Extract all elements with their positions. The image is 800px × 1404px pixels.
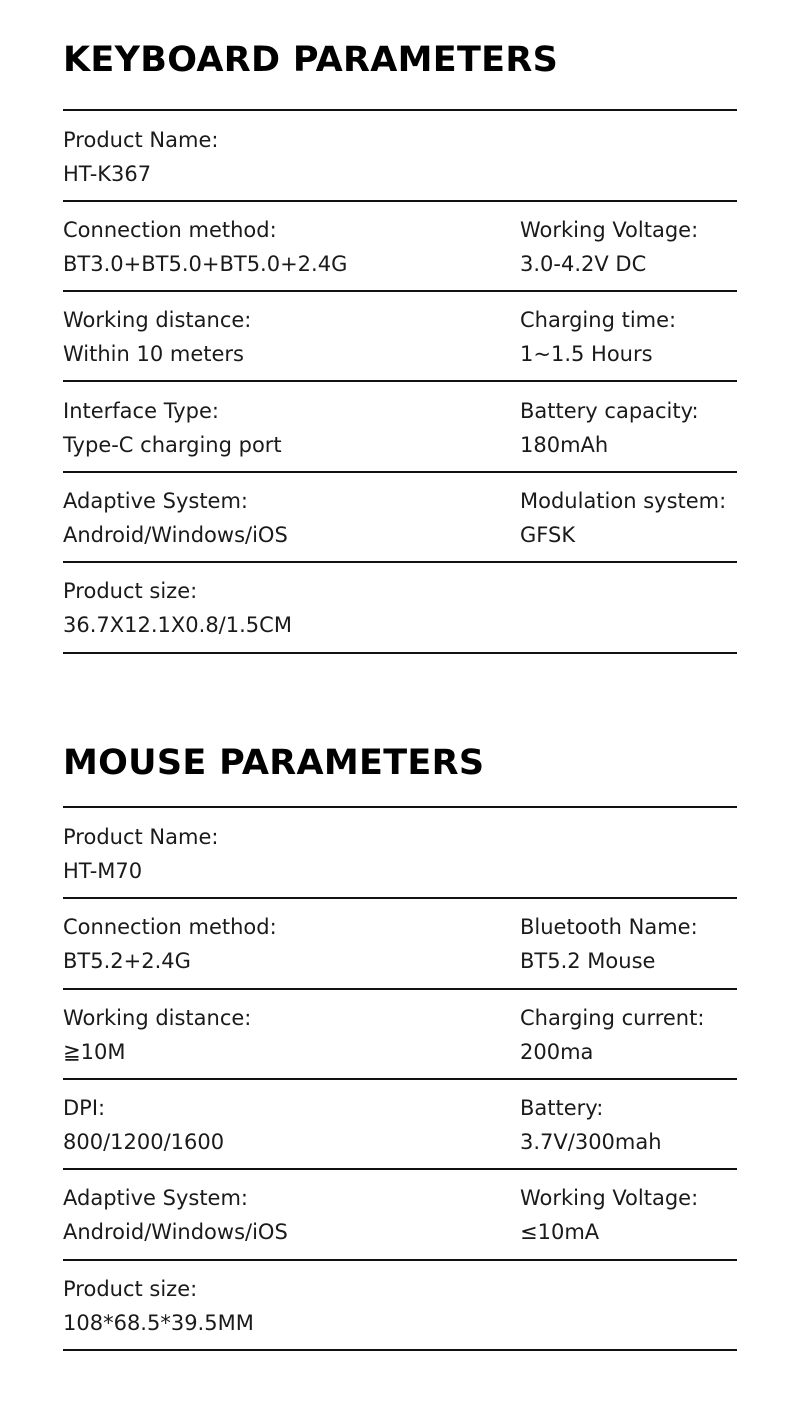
spec-battery-capacity bbox=[520, 394, 740, 462]
divider bbox=[63, 988, 737, 990]
spec-label: Adaptive System: bbox=[63, 1186, 249, 1210]
spec-label: Connection method: bbox=[63, 915, 277, 939]
spec-label: Product size: bbox=[63, 579, 198, 603]
divider bbox=[63, 561, 737, 563]
spec-product-name bbox=[63, 820, 503, 888]
spec-value: ≤10mA bbox=[520, 1220, 600, 1244]
spec-working-voltage bbox=[520, 1181, 740, 1249]
spec-row bbox=[63, 394, 737, 482]
spec-value: Within 10 meters bbox=[63, 342, 245, 366]
spec-label: Charging time: bbox=[520, 308, 677, 332]
spec-product-size bbox=[63, 574, 503, 642]
spec-value: 108*68.5*39.5MM bbox=[63, 1311, 254, 1335]
spec-label: Product Name: bbox=[63, 128, 219, 152]
spec-working-voltage bbox=[520, 213, 740, 281]
spec-connection-method bbox=[63, 910, 503, 978]
spec-adaptive-system bbox=[63, 1181, 503, 1249]
spec-value: 1~1.5 Hours bbox=[520, 342, 653, 366]
keyboard-section-title: KEYBOARD PARAMETERS bbox=[63, 40, 559, 80]
spec-label: Battery capacity: bbox=[520, 399, 699, 423]
spec-label: Working Voltage: bbox=[520, 218, 699, 242]
divider bbox=[63, 1349, 737, 1351]
spec-battery bbox=[520, 1091, 740, 1159]
spec-value: 200ma bbox=[520, 1040, 594, 1064]
spec-label: Battery: bbox=[520, 1096, 604, 1120]
spec-charging-current bbox=[520, 1001, 740, 1069]
spec-label: Product Name: bbox=[63, 825, 219, 849]
divider bbox=[63, 1168, 737, 1170]
spec-row bbox=[63, 820, 737, 908]
spec-label: Working distance: bbox=[63, 308, 252, 332]
divider bbox=[63, 380, 737, 382]
spec-product-name bbox=[63, 123, 503, 191]
spec-label: Interface Type: bbox=[63, 399, 220, 423]
spec-adaptive-system bbox=[63, 484, 503, 552]
spec-label: Charging current: bbox=[520, 1006, 705, 1030]
spec-value: 3.7V/300mah bbox=[520, 1130, 662, 1154]
spec-row bbox=[63, 213, 737, 301]
spec-row bbox=[63, 574, 737, 662]
spec-row bbox=[63, 1091, 737, 1179]
spec-value: 180mAh bbox=[520, 433, 609, 457]
spec-value: 36.7X12.1X0.8/1.5CM bbox=[63, 613, 292, 637]
spec-label: Bluetooth Name: bbox=[520, 915, 698, 939]
keyboard-parameters-section bbox=[63, 40, 737, 637]
divider bbox=[63, 1078, 737, 1080]
divider bbox=[63, 897, 737, 899]
spec-value: HT-K367 bbox=[63, 162, 152, 186]
spec-value: HT-M70 bbox=[63, 859, 143, 883]
spec-interface-type bbox=[63, 394, 503, 462]
spec-dpi bbox=[63, 1091, 503, 1159]
spec-bluetooth-name bbox=[520, 910, 740, 978]
divider bbox=[63, 1259, 737, 1261]
spec-label: Connection method: bbox=[63, 218, 277, 242]
spec-row bbox=[63, 910, 737, 998]
spec-label: Working Voltage: bbox=[520, 1186, 699, 1210]
spec-label: DPI: bbox=[63, 1096, 106, 1120]
spec-row bbox=[63, 1272, 737, 1360]
spec-row bbox=[63, 1181, 737, 1269]
spec-value: ≧10M bbox=[63, 1040, 126, 1064]
spec-label: Adaptive System: bbox=[63, 489, 249, 513]
divider bbox=[63, 471, 737, 473]
spec-value: BT3.0+BT5.0+BT5.0+2.4G bbox=[63, 252, 348, 276]
spec-product-size bbox=[63, 1272, 503, 1340]
spec-value: Type-C charging port bbox=[63, 433, 282, 457]
spec-value: GFSK bbox=[520, 523, 576, 547]
spec-value: 3.0-4.2V DC bbox=[520, 252, 647, 276]
spec-row bbox=[63, 1001, 737, 1089]
mouse-section-title: MOUSE PARAMETERS bbox=[63, 743, 485, 783]
mouse-parameters-section bbox=[63, 743, 737, 1335]
spec-working-distance bbox=[63, 1001, 503, 1069]
spec-charging-time bbox=[520, 303, 740, 371]
spec-connection-method bbox=[63, 213, 503, 281]
spec-working-distance bbox=[63, 303, 503, 371]
spec-value: BT5.2 Mouse bbox=[520, 949, 656, 973]
spec-row bbox=[63, 123, 737, 211]
spec-row bbox=[63, 303, 737, 391]
spec-value: 800/1200/1600 bbox=[63, 1130, 225, 1154]
spec-value: Android/Windows/iOS bbox=[63, 1220, 288, 1244]
spec-value: BT5.2+2.4G bbox=[63, 949, 191, 973]
spec-label: Working distance: bbox=[63, 1006, 252, 1030]
divider bbox=[63, 200, 737, 202]
divider bbox=[63, 806, 737, 808]
spec-value: Android/Windows/iOS bbox=[63, 523, 288, 547]
spec-label: Product size: bbox=[63, 1277, 198, 1301]
spec-label: Modulation system: bbox=[520, 489, 727, 513]
spec-modulation-system bbox=[520, 484, 740, 552]
spec-row bbox=[63, 484, 737, 572]
divider bbox=[63, 652, 737, 654]
divider bbox=[63, 290, 737, 292]
divider bbox=[63, 109, 737, 111]
